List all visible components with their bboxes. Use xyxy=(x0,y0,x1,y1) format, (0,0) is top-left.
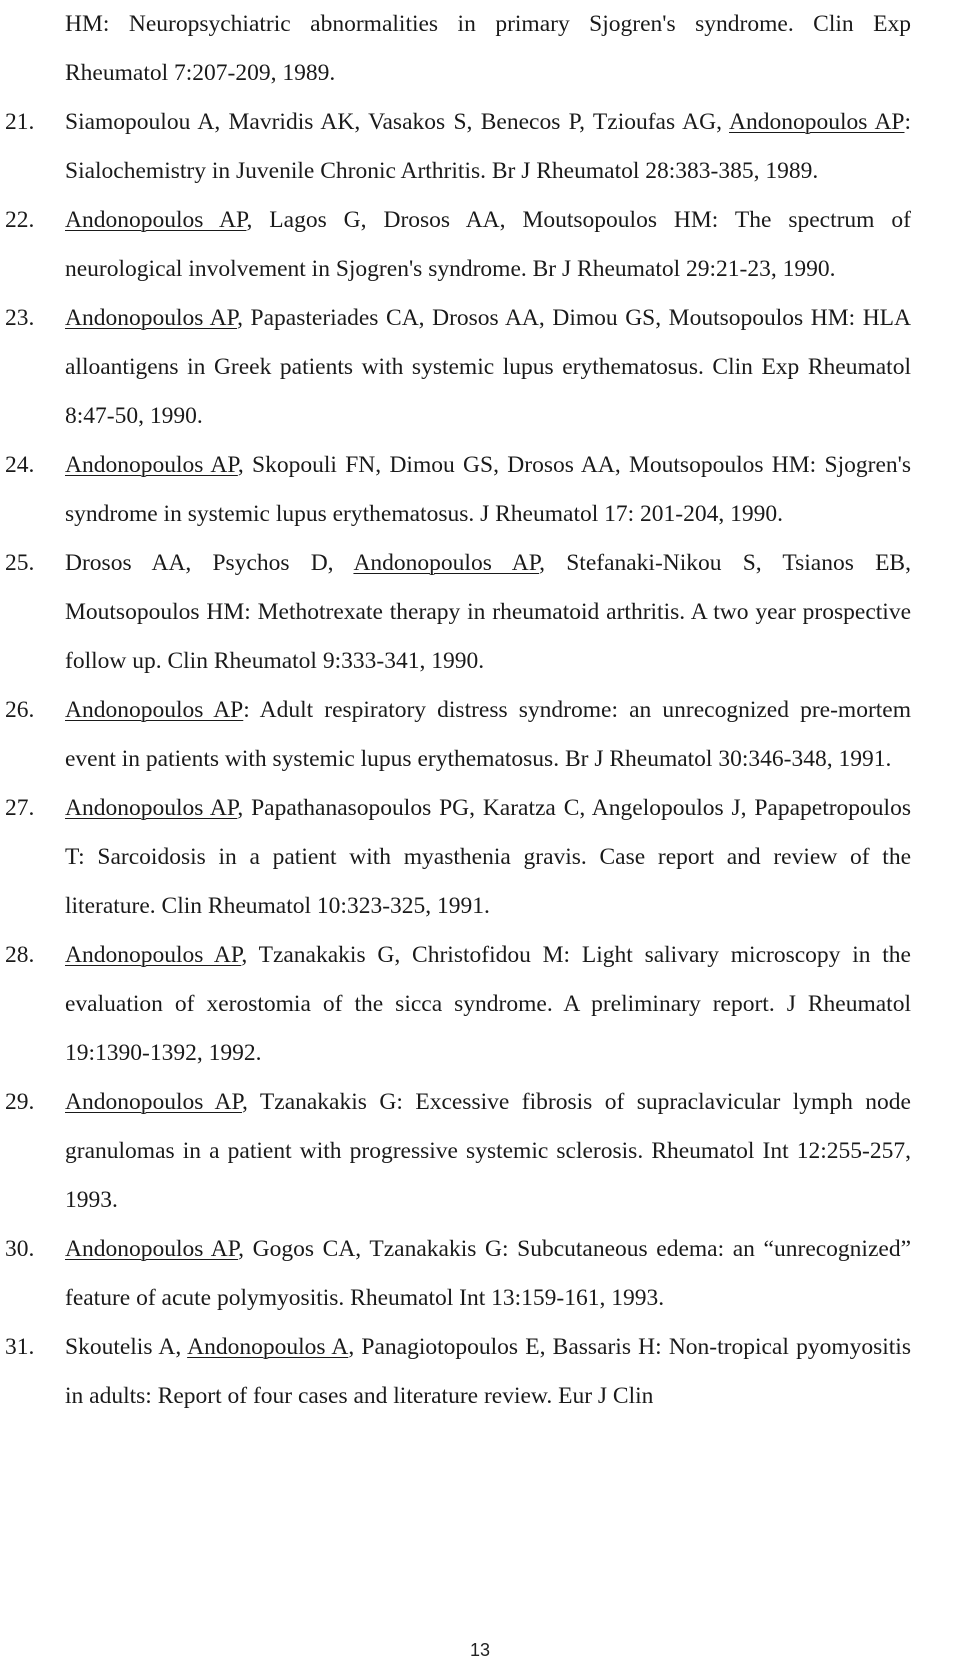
author-highlight: Andonopoulos AP xyxy=(65,795,238,821)
reference-text xyxy=(65,1078,911,1225)
author-highlight: Andonopoulos AP xyxy=(729,109,905,135)
author-highlight: Andonopoulos AP xyxy=(65,207,247,233)
reference-segment: Skoutelis A, xyxy=(65,1334,188,1360)
reference-item xyxy=(0,294,960,441)
reference-item xyxy=(0,98,960,196)
author-highlight: Andonopoulos AP xyxy=(65,942,242,968)
author-highlight: Andonopoulos AP xyxy=(65,1089,242,1115)
reference-number: 23. xyxy=(5,305,35,331)
reference-segment: HM: Neuropsychiatric abnormalities in primary Sjogren's syndrome. Clin Exp Rheumatol 7:207-209, 1989. xyxy=(65,11,911,86)
reference-number: 30. xyxy=(5,1236,35,1262)
author-highlight: Andonopoulos AP xyxy=(65,305,238,331)
reference-segment: Siamopoulou A, Mavridis AK, Vasakos S, Benecos P, Tzioufas AG, xyxy=(65,109,730,135)
reference-segment: , Tzanakakis G, Christofidou M: Light salivary microscopy in the evaluation of xerostomia of the sicca syndrome. A preliminary report. J Rheumatol 19:1390-1392, 1992. xyxy=(65,942,911,1066)
reference-segment: , Skopouli FN, Dimou GS, Drosos AA, Moutsopoulos HM: Sjogren's syndrome in systemic lupus erythematosus. J Rheumatol 17: 201-204, 1990. xyxy=(65,452,912,527)
reference-segment: , Stefanaki-Nikou S, Tsianos EB, Moutsopoulos HM: Methotrexate therapy in rheumatoid arthritis. A two year prospective follow up. Clin Rheumatol 9:333-341, 1990. xyxy=(65,550,911,674)
reference-item xyxy=(0,784,960,931)
author-highlight: Andonopoulos AP xyxy=(353,550,540,576)
reference-segment: : Adult respiratory distress syndrome: an unrecognized pre-mortem event in patients with systemic lupus erythematosus. Br J Rheumatol 30:346-348, 1991. xyxy=(65,697,912,772)
reference-number: 28. xyxy=(5,942,35,968)
reference-item xyxy=(0,441,960,539)
reference-segment: , Lagos G, Drosos AA, Moutsopoulos HM: The spectrum of neurological involvement in Sjogren's syndrome. Br J Rheumatol 29:21-23, 1990. xyxy=(65,207,911,282)
reference-number: 24. xyxy=(5,452,35,478)
reference-segment: : Sialochemistry in Juvenile Chronic Arthritis. Br J Rheumatol 28:383-385, 1989. xyxy=(65,109,912,184)
reference-segment: , Gogos CA, Tzanakakis G: Subcutaneous edema: an “unrecognized” feature of acute polymyositis. Rheumatol Int 13:159-161, 1993. xyxy=(65,1236,911,1311)
reference-text xyxy=(65,441,911,539)
reference-item xyxy=(0,931,960,1078)
reference-item xyxy=(0,1225,960,1323)
reference-text xyxy=(65,539,911,686)
reference-text xyxy=(65,784,911,931)
reference-number: 22. xyxy=(5,207,35,233)
reference-number: 31. xyxy=(5,1334,35,1360)
reference-text xyxy=(65,294,911,441)
author-highlight: Andonopoulos AP xyxy=(65,697,244,723)
reference-item xyxy=(0,539,960,686)
reference-number: 29. xyxy=(5,1089,35,1115)
reference-text xyxy=(65,1225,911,1323)
page-number: 13 xyxy=(469,1640,491,1660)
reference-text xyxy=(65,98,911,196)
author-highlight: Andonopoulos AP xyxy=(65,452,238,478)
reference-item xyxy=(0,0,960,98)
reference-text xyxy=(65,0,911,98)
author-highlight: Andonopoulos AP xyxy=(65,1236,239,1262)
reference-item xyxy=(0,196,960,294)
reference-item xyxy=(0,686,960,784)
reference-item xyxy=(0,1078,960,1225)
reference-segment: , Panagiotopoulos E, Bassaris H: Non-tropical pyomyositis in adults: Report of four cases and literature review. Eur J Clin xyxy=(65,1334,911,1409)
reference-number: 26. xyxy=(5,697,35,723)
reference-segment: , Papathanasopoulos PG, Karatza C, Angelopoulos J, Papapetropoulos T: Sarcoidosis in a patient with myasthenia gravis. Case report and review of the literature. Clin Rheumatol 10:323-325, 1991. xyxy=(65,795,911,919)
reference-number: 25. xyxy=(5,550,35,576)
reference-segment: Drosos AA, Psychos D, xyxy=(65,550,354,576)
author-highlight: Andonopoulos A xyxy=(187,1334,349,1360)
reference-text xyxy=(65,931,911,1078)
reference-text xyxy=(65,686,911,784)
reference-number: 21. xyxy=(5,109,35,135)
reference-number: 27. xyxy=(5,795,35,821)
reference-text xyxy=(65,196,911,294)
reference-segment: , Papasteriades CA, Drosos AA, Dimou GS, Moutsopoulos HM: HLA alloantigens in Greek patients with systemic lupus erythematosus. Clin Exp Rheumatol 8:47-50, 1990. xyxy=(65,305,911,429)
reference-text xyxy=(65,1323,911,1421)
reference-segment: , Tzanakakis G: Excessive fibrosis of supraclavicular lymph node granulomas in a patient with progressive systemic sclerosis. Rheumatol Int 12:255-257, 1993. xyxy=(65,1089,911,1213)
reference-item xyxy=(0,1323,960,1421)
